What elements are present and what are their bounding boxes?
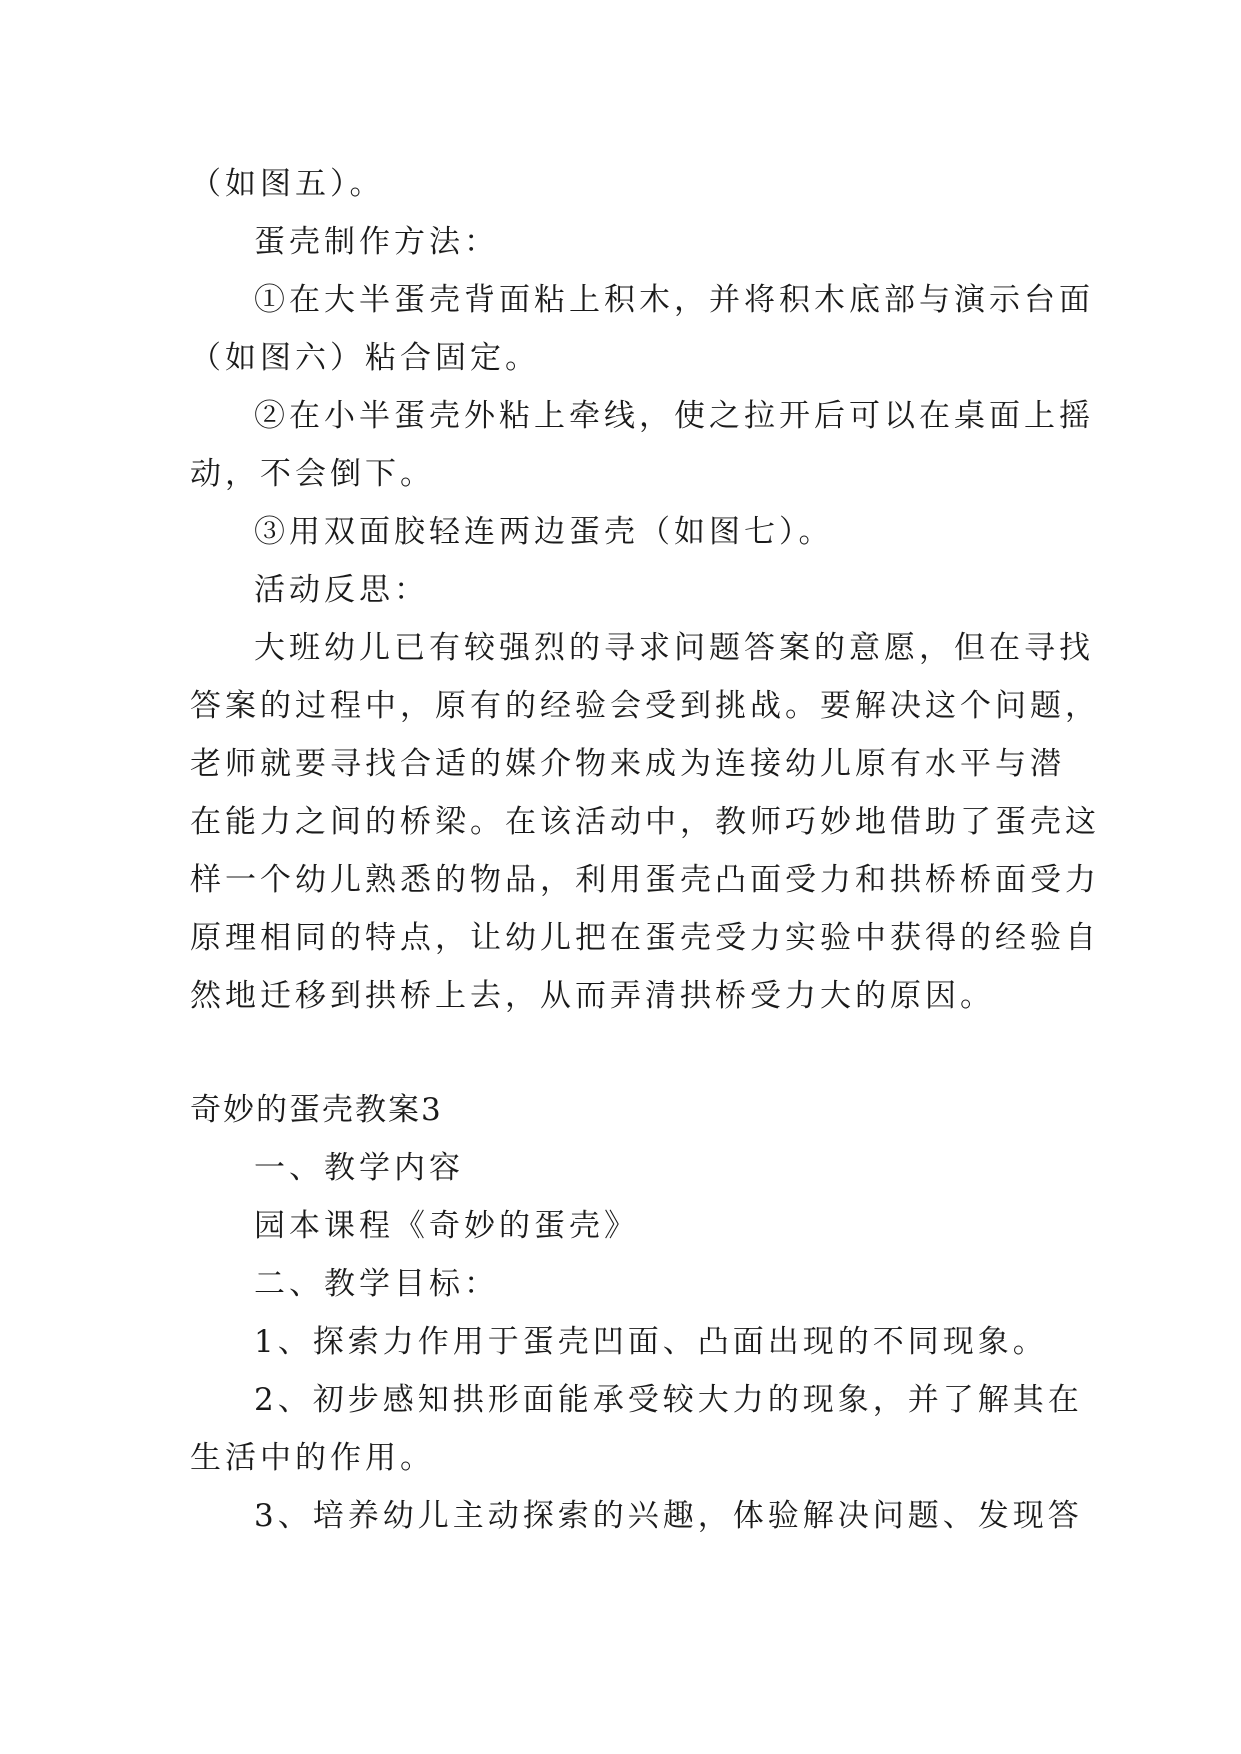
text-line: （如图六）粘合固定。 bbox=[190, 340, 540, 376]
text-line: 2、初步感知拱形面能承受较大力的现象，并了解其在 bbox=[254, 1382, 1083, 1418]
reflection-line: 样一个幼儿熟悉的物品，利用蛋壳凸面受力和拱桥桥面受力 bbox=[190, 862, 1100, 898]
text-line: 动，不会倒下。 bbox=[190, 456, 435, 492]
reflection-line: 答案的过程中，原有的经验会受到挑战。要解决这个问题， bbox=[190, 688, 1100, 724]
text-line: 一、教学内容 bbox=[254, 1150, 464, 1186]
reflection-line: 原理相同的特点，让幼儿把在蛋壳受力实验中获得的经验自 bbox=[190, 920, 1100, 956]
section-title: 奇妙的蛋壳教案3 bbox=[190, 1092, 443, 1128]
text-line: 二、教学目标： bbox=[254, 1266, 499, 1302]
reflection-line: 老师就要寻找合适的媒介物来成为连接幼儿原有水平与潜 bbox=[190, 746, 1065, 782]
text-line: 活动反思： bbox=[254, 572, 429, 608]
text-line: 园本课程《奇妙的蛋壳》 bbox=[254, 1208, 639, 1244]
text-line: （如图五）。 bbox=[190, 166, 385, 202]
text-line: 1、探索力作用于蛋壳凹面、凸面出现的不同现象。 bbox=[254, 1324, 1048, 1360]
reflection-line: 在能力之间的桥梁。在该活动中，教师巧妙地借助了蛋壳这 bbox=[190, 804, 1100, 840]
text-line: ②在小半蛋壳外粘上牵线，使之拉开后可以在桌面上摇 bbox=[254, 398, 1094, 434]
text-line: ①在大半蛋壳背面粘上积木，并将积木底部与演示台面 bbox=[254, 282, 1094, 318]
text-line: ③用双面胶轻连两边蛋壳（如图七）。 bbox=[254, 514, 834, 550]
text-line: 蛋壳制作方法： bbox=[254, 224, 499, 260]
text-line: 生活中的作用。 bbox=[190, 1440, 435, 1476]
text-line: 3、培养幼儿主动探索的兴趣，体验解决问题、发现答 bbox=[254, 1498, 1083, 1534]
reflection-line: 大班幼儿已有较强烈的寻求问题答案的意愿，但在寻找 bbox=[254, 630, 1094, 666]
reflection-line: 然地迁移到拱桥上去，从而弄清拱桥受力大的原因。 bbox=[190, 978, 995, 1014]
